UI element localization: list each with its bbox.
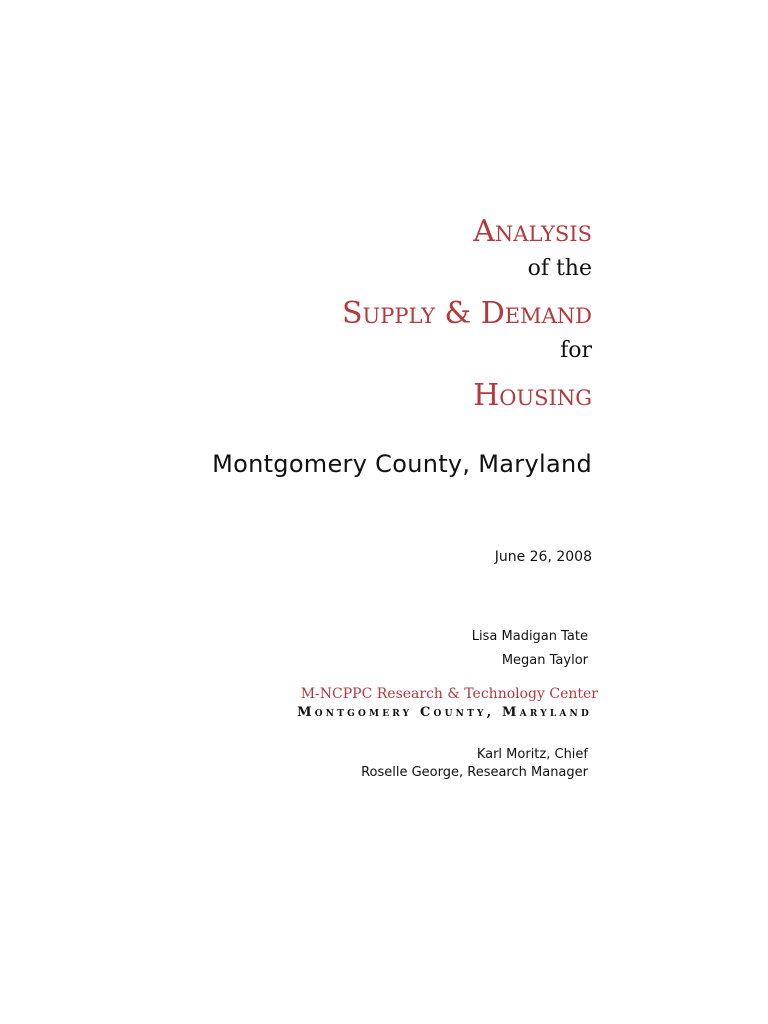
title-line-housing: Housing [473,378,592,413]
title-line-for: for [560,338,592,363]
staff-name: Karl Moritz, Chief [476,747,588,762]
title-line-of-the: of the [527,256,592,281]
organization-name: M-NCPPC Research & Technology Center [300,686,598,702]
title-line-analysis: Analysis [473,214,592,249]
title-line-supply-demand: Supply & Demand [341,296,592,331]
author-name: Megan Taylor [501,653,588,668]
organization-subtitle: Montgomery County, Maryland [297,705,592,720]
author-name: Lisa Madigan Tate [471,629,588,644]
location-heading: Montgomery County, Maryland [212,450,592,478]
staff-name: Roselle George, Research Manager [361,765,588,780]
report-date: June 26, 2008 [494,549,592,565]
